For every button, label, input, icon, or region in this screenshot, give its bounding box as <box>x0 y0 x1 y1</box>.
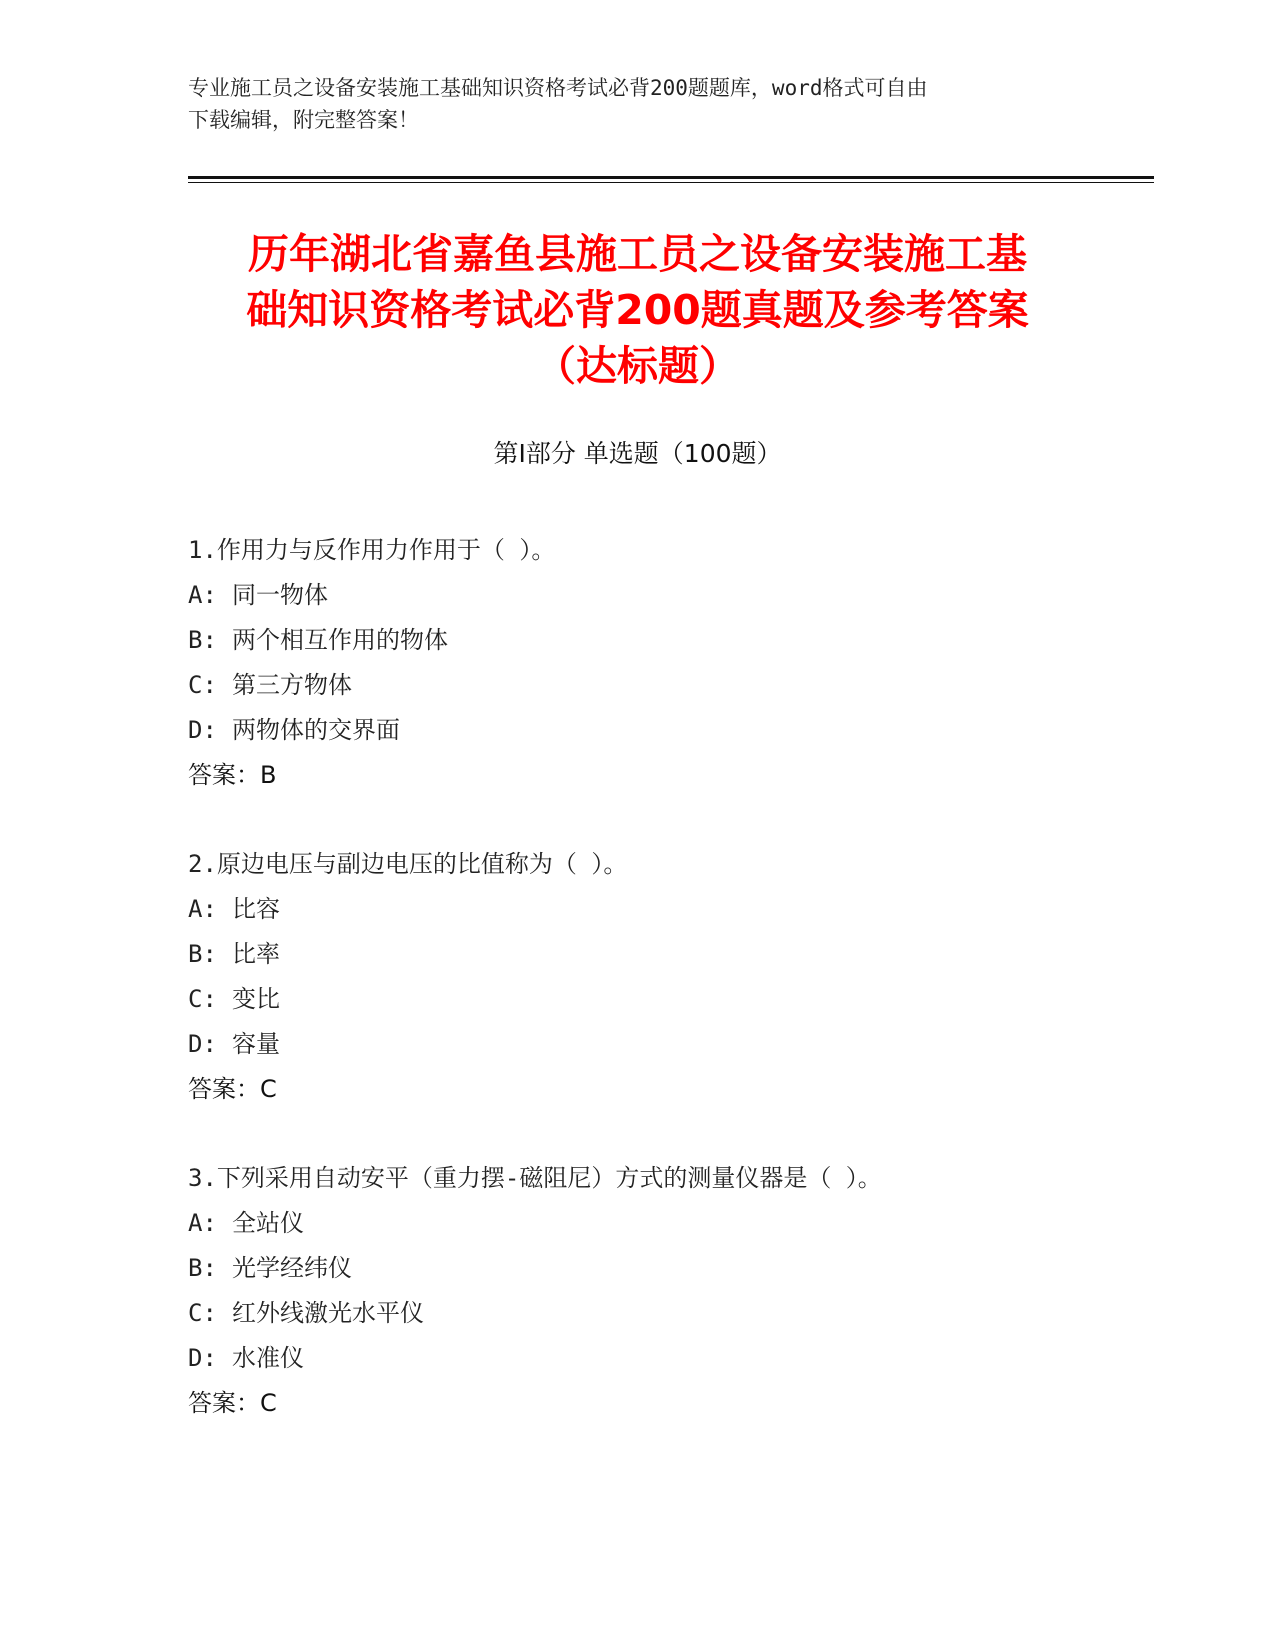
option-b <box>188 932 1148 977</box>
option-letter: B: <box>188 1254 217 1282</box>
option-c <box>188 663 1148 708</box>
option-text: 光学经纬仪 <box>232 1254 352 1282</box>
option-text: 变比 <box>232 985 280 1013</box>
header-divider-thick <box>188 176 1154 179</box>
option-letter: D: <box>188 1344 217 1372</box>
option-d <box>188 708 1148 753</box>
document-title-line-1: 历年湖北省嘉鱼县施工员之设备安装施工基 <box>248 230 1027 278</box>
header-divider-thin <box>188 182 1154 183</box>
option-a <box>188 887 1148 932</box>
option-text: 两个相互作用的物体 <box>232 626 448 654</box>
answer-line: 答案：B <box>188 761 277 789</box>
document-title-line-3: （达标题） <box>535 342 740 390</box>
question-item <box>188 1156 1148 1426</box>
option-d <box>188 1022 1148 1067</box>
option-b <box>188 1246 1148 1291</box>
option-text: 比容 <box>232 895 280 923</box>
option-a <box>188 573 1148 618</box>
question-list <box>188 528 1148 1470</box>
option-letter: A: <box>188 895 217 923</box>
option-text: 水准仪 <box>232 1344 304 1372</box>
question-item <box>188 528 1148 798</box>
option-letter: A: <box>188 581 217 609</box>
option-letter: C: <box>188 985 217 1013</box>
header-note-line-1: 专业施工员之设备安装施工基础知识资格考试必背200题题库，word格式可自由 <box>188 76 928 100</box>
option-letter: C: <box>188 1299 217 1327</box>
option-letter: A: <box>188 1209 217 1237</box>
document-title-line-2: 础知识资格考试必背200题真题及参考答案 <box>246 286 1029 334</box>
option-c <box>188 1291 1148 1336</box>
section-title: 第Ⅰ部分 单选题（100题） <box>493 439 782 468</box>
answer-line: 答案：C <box>188 1075 277 1103</box>
option-text: 红外线激光水平仪 <box>232 1299 424 1327</box>
option-a <box>188 1201 1148 1246</box>
answer-line: 答案：C <box>188 1389 277 1417</box>
option-b <box>188 618 1148 663</box>
option-d <box>188 1336 1148 1381</box>
option-letter: C: <box>188 671 217 699</box>
question-stem: 1.作用力与反作用力作用于（ ）。 <box>188 536 556 564</box>
option-text: 容量 <box>232 1030 280 1058</box>
option-text: 比率 <box>232 940 280 968</box>
question-item <box>188 842 1148 1112</box>
header-note <box>188 72 1088 136</box>
option-text: 第三方物体 <box>232 671 352 699</box>
option-text: 同一物体 <box>232 581 328 609</box>
option-c <box>188 977 1148 1022</box>
header-note-line-2: 下载编辑，附完整答案！ <box>188 108 419 132</box>
option-letter: D: <box>188 716 217 744</box>
option-text: 全站仪 <box>232 1209 304 1237</box>
question-stem: 3.下列采用自动安平（重力摆-磁阻尼）方式的测量仪器是（ ）。 <box>188 1164 882 1192</box>
question-stem: 2.原边电压与副边电压的比值称为（ ）。 <box>188 850 628 878</box>
option-letter: B: <box>188 626 217 654</box>
document-title <box>160 226 1115 394</box>
option-letter: B: <box>188 940 217 968</box>
option-text: 两物体的交界面 <box>232 716 400 744</box>
option-letter: D: <box>188 1030 217 1058</box>
